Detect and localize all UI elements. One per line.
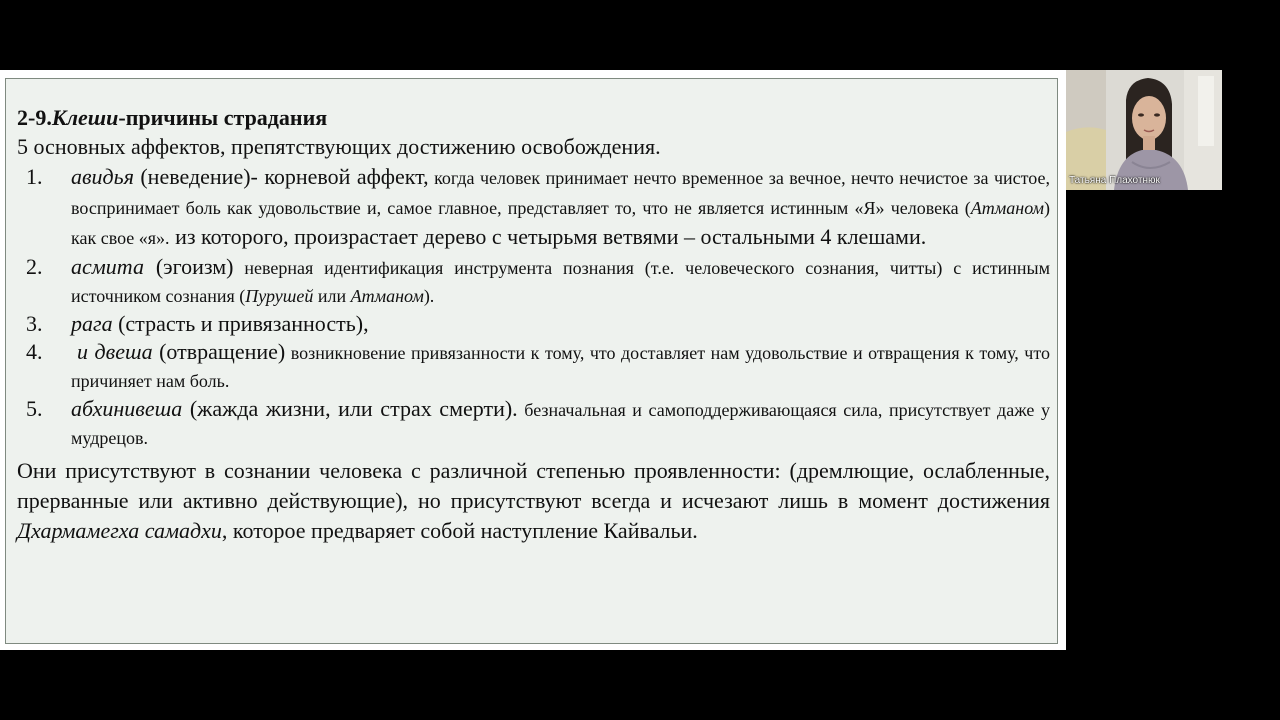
participant-name: Татьяна Плахотнюк <box>1069 175 1160 186</box>
slide-title <box>17 103 1050 133</box>
klesha-main: (неведение)- корневой аффект, <box>133 164 429 189</box>
item-number: 4. <box>26 339 43 364</box>
klesha-tail: из которого, произрастает дерево с четырьмя ветвями – остальными 4 клешами. <box>169 224 927 249</box>
klesha-term: асмита <box>71 254 144 279</box>
klesha-item-avidya <box>17 163 1050 253</box>
conclusion-italic: Дхармамегха самадхи <box>17 518 222 543</box>
item-number: 1. <box>26 164 43 189</box>
participant-video-tile[interactable] <box>1066 70 1222 190</box>
klesha-list <box>17 163 1050 452</box>
klesha-desc-mid: или <box>313 286 351 306</box>
klesha-desc: возникновение привязанности к тому, что доставляет нам удовольствие и отвращения к тому, что причиняет нам боль. <box>71 343 1050 391</box>
klesha-term: рага <box>71 311 113 336</box>
klesha-desc-italic: Атманом <box>970 198 1044 218</box>
klesha-main: (отвращение) <box>152 339 286 364</box>
shared-screen <box>0 70 1066 650</box>
slide <box>5 78 1058 644</box>
klesha-desc: когда человек принимает нечто временное за вечное, нечто нечистое за чистое, воспринимает боль как удовольствие и, самое главное, представляет то, что не является истинным «Я» человека ( <box>71 168 1050 218</box>
klesha-desc-end: ). <box>423 286 435 306</box>
slide-conclusion <box>17 456 1050 546</box>
conclusion-text: Они присутствуют в сознании человека с различной степенью проявленности: (дремлющие, ослабленные, прерванные или активно действующие), но присутствуют всегда и исчезают лишь в момент достижения <box>17 458 1050 513</box>
conclusion-end: , которое предваряет собой наступление Кайвальи. <box>221 518 698 543</box>
klesha-item-dvesha <box>17 338 1050 395</box>
title-italic: Клеши <box>51 105 119 130</box>
klesha-item-asmita <box>17 253 1050 310</box>
item-number: 2. <box>26 254 43 279</box>
klesha-term: авидья <box>71 164 134 189</box>
klesha-item-raga <box>17 310 1050 338</box>
participant-video <box>1066 70 1222 190</box>
klesha-desc-italic: Пурушей <box>245 286 314 306</box>
slide-subtitle: 5 основных аффектов, препятствующих достижению освобождения. <box>17 134 661 159</box>
klesha-term: абхинивеша <box>71 396 183 421</box>
slide-content <box>17 103 1050 546</box>
klesha-main: (эгоизм) <box>143 254 234 279</box>
klesha-term: и двеша <box>77 339 153 364</box>
title-prefix: 2-9. <box>17 105 52 130</box>
klesha-item-abhinivesha <box>17 395 1050 452</box>
item-number: 3. <box>26 311 43 336</box>
item-number: 5. <box>26 396 43 421</box>
klesha-main: (страсть и привязанность), <box>112 311 369 336</box>
title-suffix: -причины страдания <box>118 105 328 130</box>
klesha-desc-end: ) как свое «я». <box>71 198 1050 248</box>
klesha-main: (жажда жизни, или страх смерти). <box>182 396 518 421</box>
klesha-desc: неверная идентификация инструмента познания (т.е. человеческого сознания, читты) с истинным источником сознания ( <box>71 258 1050 306</box>
klesha-desc: безначальная и самоподдерживающаяся сила, присутствует даже у мудрецов. <box>71 400 1050 448</box>
klesha-desc-italic: Атманом <box>350 286 424 306</box>
